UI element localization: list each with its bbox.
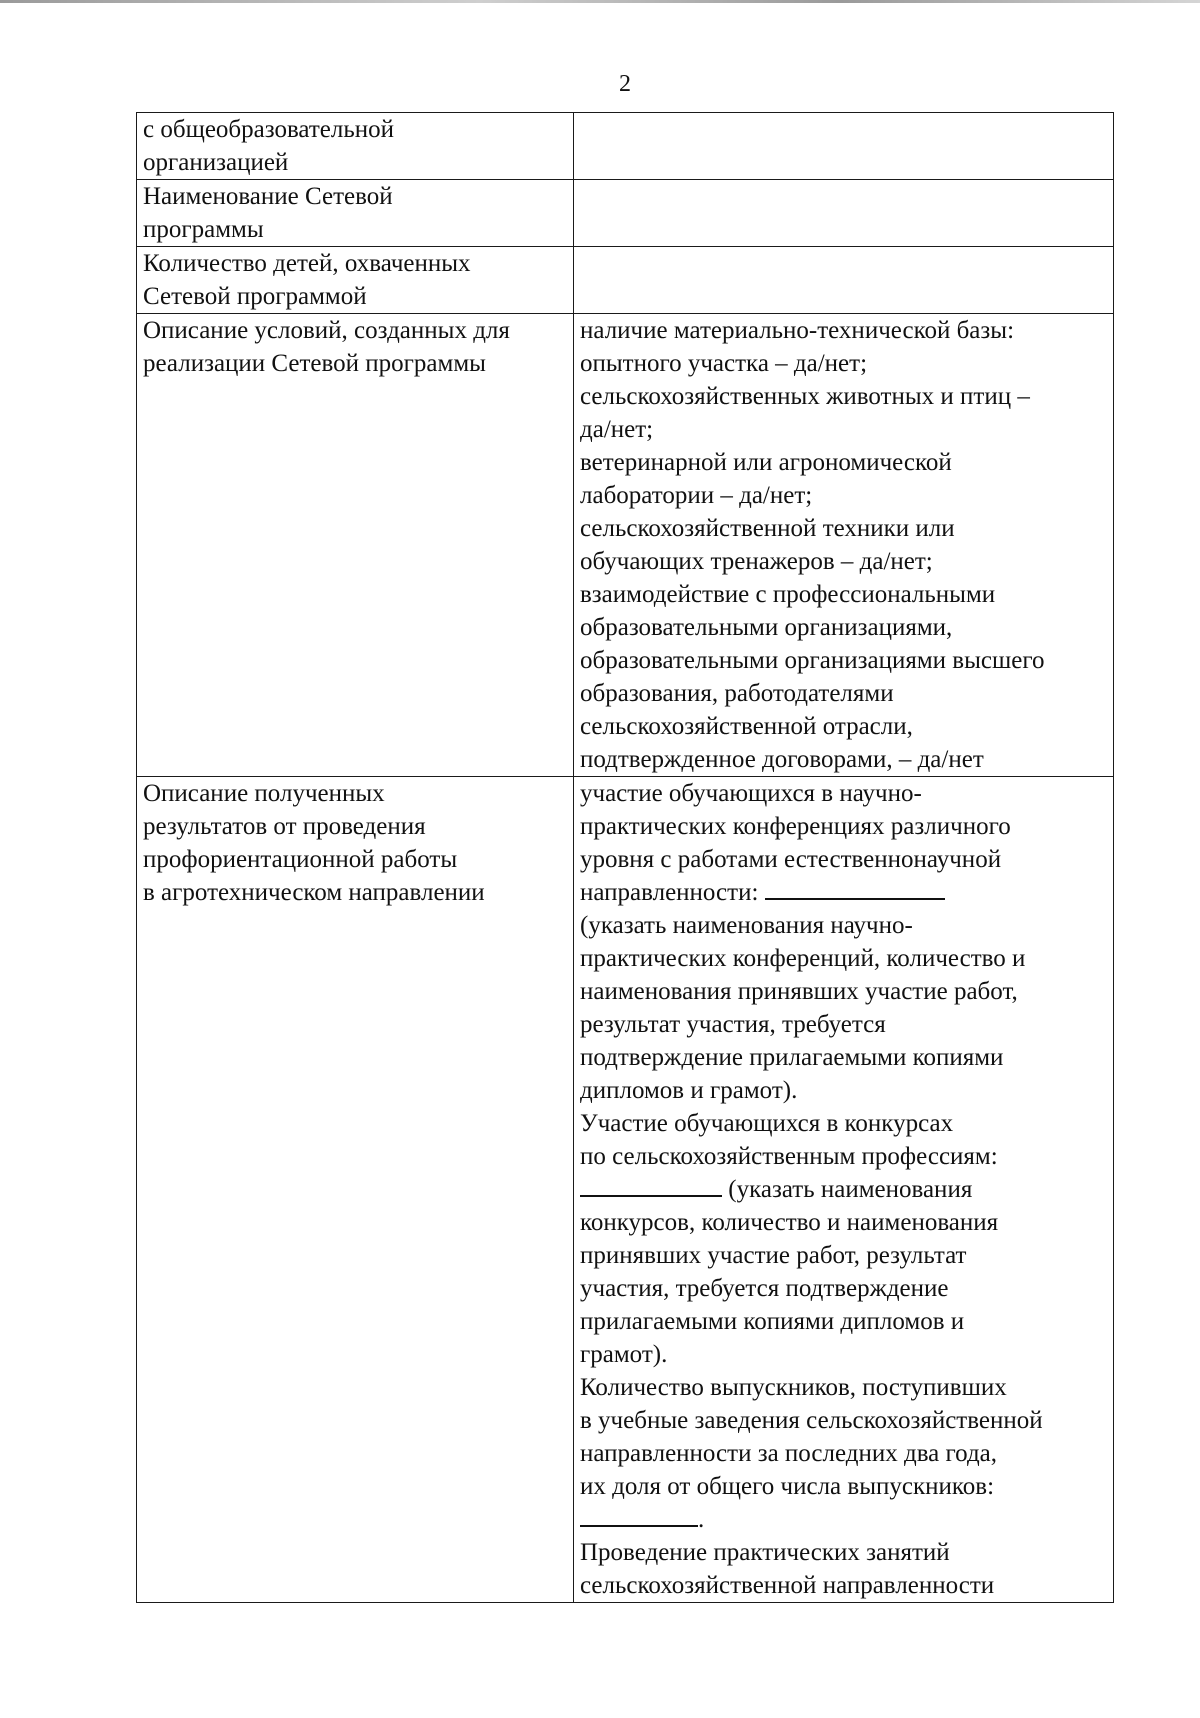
value-line: образовательными организациями высшего bbox=[580, 647, 1045, 674]
value-line bbox=[580, 1503, 1107, 1536]
row-label-line: Описание полученных bbox=[143, 780, 385, 807]
table-row bbox=[137, 247, 1114, 314]
row-label-line: организацией bbox=[143, 149, 289, 176]
row-value-cell bbox=[574, 314, 1114, 777]
value-line: ветеринарной или агрономической bbox=[580, 449, 952, 476]
row-value-cell bbox=[574, 180, 1114, 247]
value-line: грамот). bbox=[580, 1341, 668, 1368]
value-line: образования, работодателями bbox=[580, 680, 894, 707]
row-label-line: Описание условий, созданных для bbox=[143, 317, 510, 344]
value-line: подтверждение прилагаемыми копиями bbox=[580, 1044, 1004, 1071]
value-line: сельскохозяйственной направленности bbox=[580, 1572, 995, 1599]
table-row bbox=[137, 314, 1114, 777]
value-line: по сельскохозяйственным профессиям: bbox=[580, 1143, 998, 1170]
form-table bbox=[136, 112, 1114, 1603]
row-label-line: в агротехническом направлении bbox=[143, 879, 485, 906]
value-line: прилагаемыми копиями дипломов и bbox=[580, 1308, 965, 1335]
value-line: практических конференциях различного bbox=[580, 813, 1011, 840]
value-line: взаимодействие с профессиональными bbox=[580, 581, 996, 608]
value-line: сельскохозяйственных животных и птиц – bbox=[580, 383, 1030, 410]
row-label-line: результатов от проведения bbox=[143, 813, 426, 840]
row-label-line: Наименование Сетевой bbox=[143, 183, 393, 210]
value-line: результат участия, требуется bbox=[580, 1011, 886, 1038]
row-label-line: профориентационной работы bbox=[143, 846, 458, 873]
value-line: Количество выпускников, поступивших bbox=[580, 1374, 1007, 1401]
table-row bbox=[137, 180, 1114, 247]
value-line: сельскохозяйственной техники или bbox=[580, 515, 955, 542]
value-line: сельскохозяйственной отрасли, bbox=[580, 713, 913, 740]
fill-in-blank-line bbox=[580, 1503, 698, 1527]
value-line: практических конференций, количество и bbox=[580, 945, 1026, 972]
row-label-cell bbox=[137, 180, 574, 247]
value-line: опытного участка – да/нет; bbox=[580, 350, 868, 377]
value-line: Участие обучающихся в конкурсах bbox=[580, 1110, 954, 1137]
fill-in-blank-line bbox=[765, 876, 945, 900]
row-label-cell bbox=[137, 247, 574, 314]
table-row bbox=[137, 777, 1114, 1603]
value-line: принявших участие работ, результат bbox=[580, 1242, 967, 1269]
value-text: (указать наименования bbox=[722, 1176, 973, 1203]
value-line: наименования принявших участие работ, bbox=[580, 978, 1018, 1005]
value-line: Проведение практических занятий bbox=[580, 1539, 950, 1566]
value-line: (указать наименования научно- bbox=[580, 912, 913, 939]
value-line: лаборатории – да/нет; bbox=[580, 482, 813, 509]
row-label-line: с общеобразовательной bbox=[143, 116, 395, 143]
page-number: 2 bbox=[619, 71, 631, 97]
value-line: направленности за последних два года, bbox=[580, 1440, 998, 1467]
table-row bbox=[137, 113, 1114, 180]
value-line: обучающих тренажеров – да/нет; bbox=[580, 548, 933, 575]
row-label-line: реализации Сетевой программы bbox=[143, 350, 486, 377]
row-value-cell bbox=[574, 113, 1114, 180]
row-value-cell bbox=[574, 247, 1114, 314]
row-label-line: Сетевой программой bbox=[143, 283, 367, 310]
value-line: уровня с работами естественнонаучной bbox=[580, 846, 1002, 873]
value-text: . bbox=[698, 1506, 705, 1533]
fill-in-blank-line bbox=[580, 1173, 722, 1197]
value-line: участие обучающихся в научно- bbox=[580, 780, 922, 807]
row-value-cell bbox=[574, 777, 1114, 1603]
value-line: участия, требуется подтверждение bbox=[580, 1275, 949, 1302]
value-line bbox=[580, 1173, 1107, 1206]
value-line: их доля от общего числа выпускников: bbox=[580, 1473, 995, 1500]
value-line: да/нет; bbox=[580, 416, 654, 443]
value-line: в учебные заведения сельскохозяйственной bbox=[580, 1407, 1043, 1434]
value-line: конкурсов, количество и наименования bbox=[580, 1209, 999, 1236]
value-line: подтвержденное договорами, – да/нет bbox=[580, 746, 984, 773]
value-line: наличие материально-технической базы: bbox=[580, 317, 1015, 344]
value-text: направленности: bbox=[580, 879, 765, 906]
value-line: образовательными организациями, bbox=[580, 614, 953, 641]
row-label-line: программы bbox=[143, 216, 264, 243]
scan-top-edge bbox=[0, 0, 1200, 3]
row-label-cell bbox=[137, 314, 574, 777]
row-label-line: Количество детей, охваченных bbox=[143, 250, 471, 277]
value-line: дипломов и грамот). bbox=[580, 1077, 798, 1104]
row-label-cell bbox=[137, 113, 574, 180]
row-label-cell bbox=[137, 777, 574, 1603]
value-line bbox=[580, 876, 1107, 909]
